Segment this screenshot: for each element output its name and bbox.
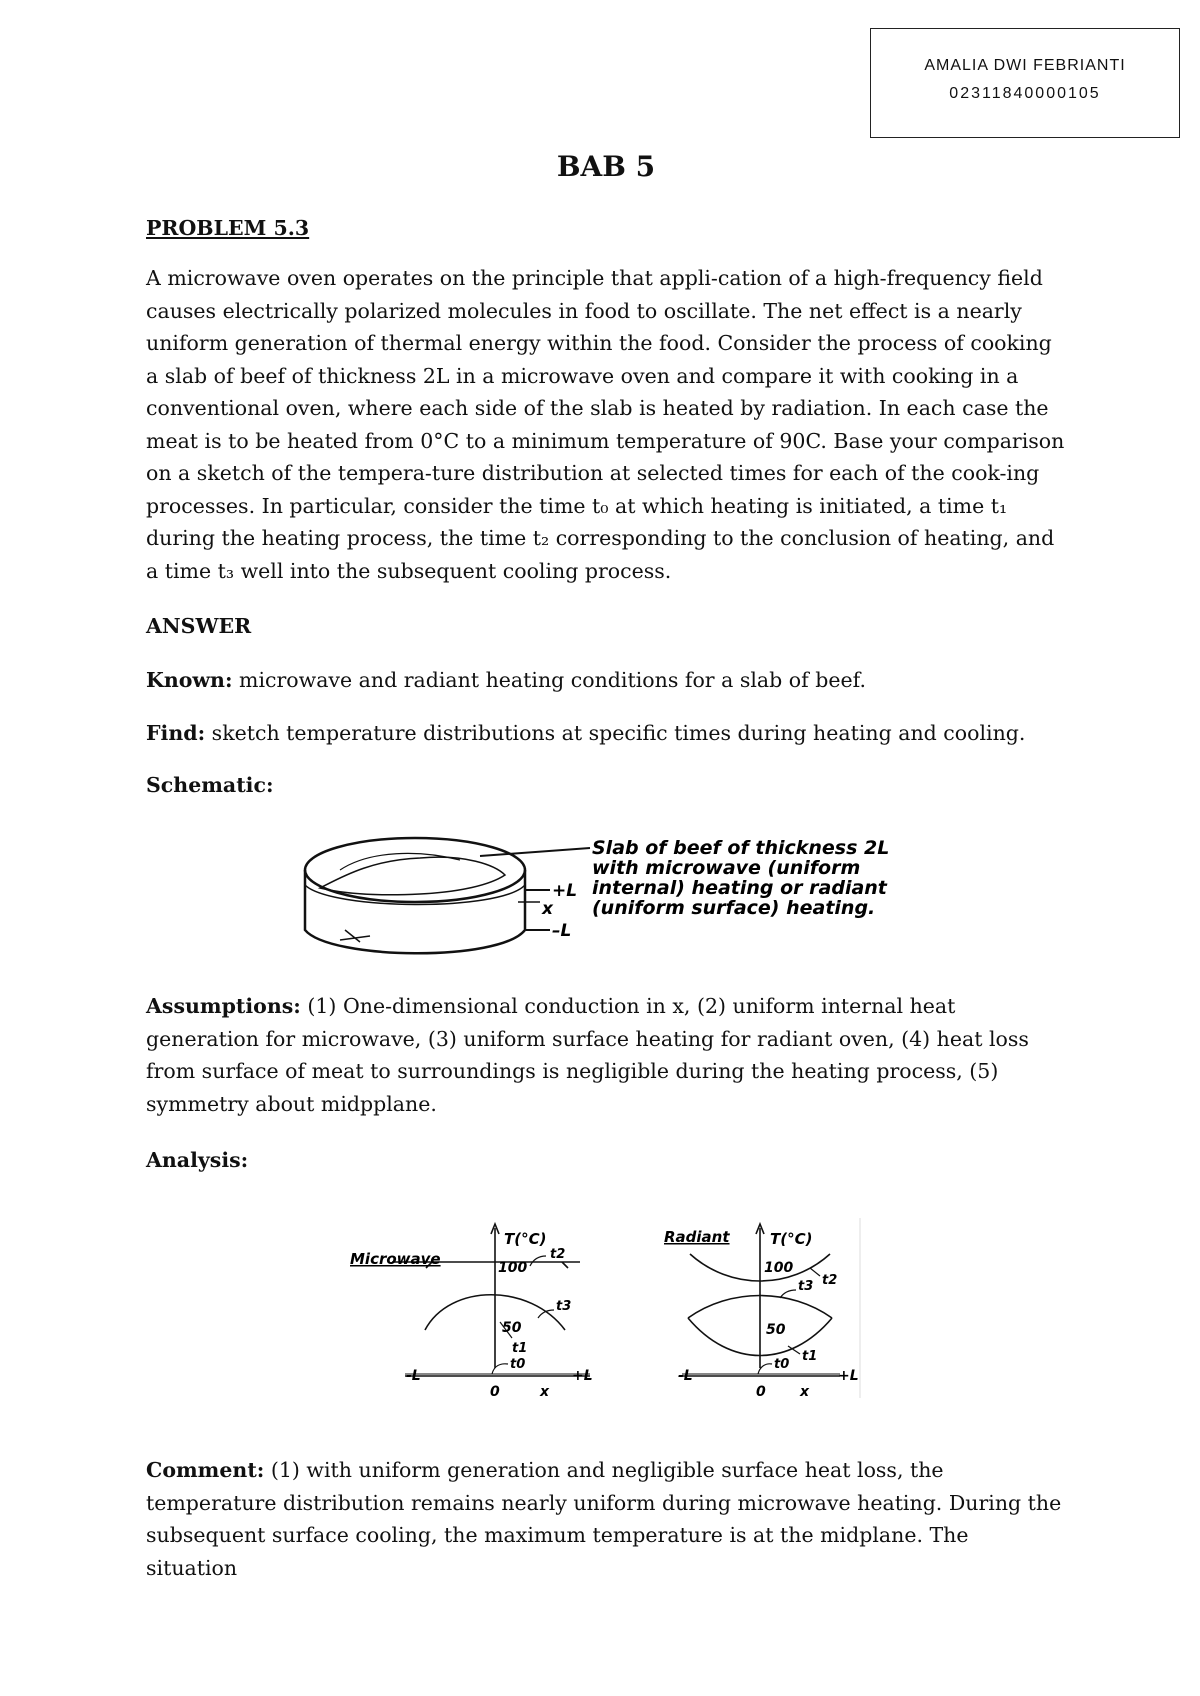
microwave-x-minus: -L — [406, 1368, 421, 1384]
known-label: Known: — [146, 668, 233, 692]
microwave-x-label: x — [540, 1384, 550, 1398]
radiant-label-t3: t3 — [798, 1279, 814, 1294]
minus-l-label: –L — [552, 921, 572, 941]
assumptions-text: (1) One-dimensional conduction in x, (2) uniform internal heat generation for microwave, (3) uniform surface heating for radiant oven, (4) heat loss from surface of meat to surroundings is negligible during the heating process, (5) symmetry about midpplane. — [146, 994, 1029, 1116]
comment-text: (1) with uniform generation and negligible surface heat loss, the temperature distribution remains nearly uniform during microwave heating. During the subsequent surface cooling, the maximum temperature is at the midplane. The situation — [146, 1458, 1062, 1580]
known-paragraph — [146, 664, 1066, 697]
comment-label: Comment: — [146, 1458, 265, 1482]
radiant-x-plus: +L — [838, 1368, 859, 1384]
radiant-origin: 0 — [756, 1384, 766, 1398]
caption-line-1: Slab of beef of thickness 2L — [592, 837, 890, 859]
microwave-plot — [340, 1218, 620, 1398]
radiant-x-label: x — [800, 1384, 810, 1398]
known-text: microwave and radiant heating conditions for a slab of beef. — [232, 668, 866, 692]
problem-statement: A microwave oven operates on the principle that appli-cation of a high-frequency field causes electrically polarized molecules in food to oscillate. The net effect is a nearly uniform generation of thermal energy within the food. Consider the process of cooking a slab of beef of thickness 2L in a microwave oven and compare it with cooking in a conventional oven, where each side of the slab is heated by radiation. In each case the meat is to be heated from 0°C to a minimum temperature of 90C. Base your comparison on a sketch of the tempera-ture distribution at selected times for each of the cook-ing processes. In particular, consider the time t₀ at which heating is initiated, a time t₁ during the heating process, the time t₂ corresponding to the conclusion of heating, and a time t₃ well into the subsequent cooling process. — [146, 266, 1065, 583]
microwave-tick-50: 50 — [502, 1320, 522, 1336]
radiant-tick-50: 50 — [766, 1322, 786, 1338]
microwave-label-t2: t2 — [550, 1247, 566, 1262]
radiant-tick-100: 100 — [764, 1260, 794, 1276]
caption-line-3: internal) heating or radiant — [592, 877, 887, 899]
find-paragraph — [146, 717, 1066, 750]
microwave-title: Microwave — [350, 1250, 441, 1268]
schematic-label: Schematic: — [146, 773, 274, 797]
microwave-label-t1: t1 — [512, 1341, 528, 1356]
x-label: x — [542, 899, 553, 919]
slab-schematic — [300, 830, 940, 980]
radiant-label-t0: t0 — [774, 1357, 790, 1372]
radiant-y-label: T(°C) — [770, 1230, 813, 1248]
radiant-title: Radiant — [664, 1228, 730, 1246]
plus-l-label: +L — [552, 881, 578, 901]
microwave-tick-100: 100 — [498, 1260, 528, 1276]
microwave-origin: 0 — [490, 1384, 500, 1398]
comment-paragraph — [146, 1454, 1066, 1584]
assumptions-paragraph — [146, 990, 1066, 1120]
microwave-label-t3: t3 — [556, 1299, 572, 1314]
radiant-x-minus: -L — [678, 1368, 693, 1384]
microwave-x-plus: +L — [572, 1368, 593, 1384]
problem-title: PROBLEM 5.3 — [146, 216, 310, 240]
student-id: 02311840000105 — [949, 85, 1101, 102]
microwave-label-t0: t0 — [510, 1357, 526, 1372]
find-label: Find: — [146, 721, 206, 745]
caption-line-4: (uniform surface) heating. — [592, 897, 876, 919]
find-text: sketch temperature distributions at specific times during heating and cooling. — [205, 721, 1026, 745]
chapter-title: BAB 5 — [556, 150, 656, 183]
radiant-plot — [660, 1218, 870, 1398]
analysis-label: Analysis: — [146, 1148, 249, 1172]
answer-heading: ANSWER — [146, 614, 252, 638]
author-name: AMALIA DWI FEBRIANTI — [924, 57, 1126, 74]
assumptions-label: Assumptions: — [146, 994, 301, 1018]
microwave-y-label: T(°C) — [504, 1230, 547, 1248]
radiant-label-t2: t2 — [822, 1273, 838, 1288]
radiant-label-t1: t1 — [802, 1349, 818, 1364]
caption-line-2: with microwave (uniform — [592, 857, 861, 879]
author-box — [870, 28, 1180, 138]
